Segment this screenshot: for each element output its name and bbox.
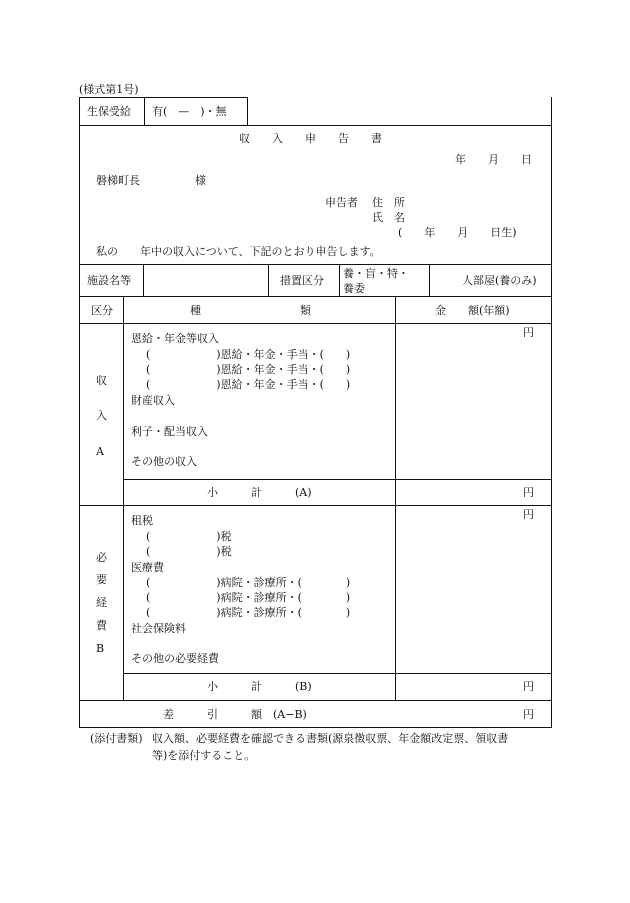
header-category: 区分 <box>91 304 113 317</box>
income-line: ( )恩給・年金・手当・( ) <box>146 363 351 376</box>
col-divider-category <box>123 296 124 700</box>
col-divider-amount <box>395 296 396 700</box>
expense-category-char: 必 <box>96 551 107 564</box>
facility-row-bottom <box>79 296 552 297</box>
income-line: 利子・配当収入 <box>131 425 208 438</box>
expenses-yen: 円 <box>523 508 534 521</box>
note-label: (添付書類) <box>90 732 143 745</box>
form-number: (様式第1号) <box>79 83 139 96</box>
form-title: 収 入 申 告 書 <box>239 132 382 145</box>
expense-category-char: 費 <box>96 619 107 632</box>
income-line: ( )恩給・年金・手当・( ) <box>146 378 351 391</box>
expenses-section-bottom <box>79 700 552 701</box>
frame-right <box>551 97 552 728</box>
welfare-box-top <box>79 97 247 98</box>
income-category-char: A <box>96 445 104 458</box>
difference-label: 差 引 額 (A−B) <box>163 708 307 721</box>
income-line: その他の収入 <box>131 455 197 468</box>
header-row-bottom <box>79 323 552 324</box>
facility-div-1 <box>143 264 144 296</box>
income-yen: 円 <box>523 326 534 339</box>
birth-line: ( 年 月 日生) <box>398 226 517 239</box>
header-divider <box>79 125 552 126</box>
expense-line: 租税 <box>131 514 153 527</box>
expense-line: 医療費 <box>131 561 164 574</box>
measure-value-line2: 養委 <box>343 282 365 295</box>
expenses-subtotal-yen: 円 <box>523 680 534 693</box>
declaration: 私の 年中の収入について、下記のとおり申告します。 <box>96 245 381 258</box>
income-line: 恩給・年金等収入 <box>131 332 219 345</box>
date-line: 年 月 日 <box>455 153 532 166</box>
facility-div-3 <box>339 264 340 296</box>
income-category-char: 収 <box>96 374 107 387</box>
expense-line: ( )税 <box>146 545 232 558</box>
facility-div-4 <box>429 264 430 296</box>
welfare-value: 有( — )・無 <box>152 105 227 118</box>
expense-line: その他の必要経費 <box>131 652 219 665</box>
expense-line: ( )病院・診療所・( ) <box>146 576 351 589</box>
room-label: 人部屋(養のみ) <box>462 274 537 287</box>
expense-line: 社会保険料 <box>131 622 186 635</box>
facility-div-2 <box>268 264 269 296</box>
header-amount: 金 額(年額) <box>435 304 510 317</box>
address-label: 住 所 <box>372 196 405 209</box>
expense-category-char: 経 <box>96 596 107 609</box>
frame-bottom <box>79 727 552 728</box>
frame-left <box>79 97 80 728</box>
income-subtotal-yen: 円 <box>523 486 534 499</box>
name-label: 氏 名 <box>372 211 405 224</box>
income-category-char: 入 <box>96 409 107 422</box>
measure-value-line1: 養・盲・特・ <box>343 267 409 280</box>
income-line: ( )恩給・年金・手当・( ) <box>146 348 351 361</box>
note-line1: 収入額、必要経費を確認できる書類(源泉徴収票、年金額改定票、領収書 <box>152 732 509 745</box>
income-section-bottom <box>79 505 552 506</box>
income-line: 財産収入 <box>131 394 175 407</box>
expense-line: ( )病院・診療所・( ) <box>146 606 351 619</box>
expense-category-char: B <box>96 642 105 655</box>
facility-label: 施設名等 <box>87 274 131 287</box>
applicant-label: 申告者 <box>325 196 358 209</box>
difference-yen: 円 <box>523 708 534 721</box>
income-subtotal-label: 小 計 (A) <box>207 486 312 499</box>
welfare-box-right <box>247 97 248 125</box>
expense-category-char: 要 <box>96 573 107 586</box>
header-kind: 種 類 <box>190 304 311 317</box>
welfare-box-divider <box>144 97 145 125</box>
expenses-subtotal-top <box>123 673 552 674</box>
facility-row-top <box>79 264 552 265</box>
welfare-label: 生保受給 <box>87 105 131 118</box>
expenses-subtotal-label: 小 計 (B) <box>207 680 312 693</box>
measure-label: 措置区分 <box>280 274 324 287</box>
expense-line: ( )病院・診療所・( ) <box>146 591 351 604</box>
note-line2: 等)を添付すること。 <box>152 749 256 762</box>
addressee: 磐梯町長 様 <box>96 174 206 187</box>
expense-line: ( )税 <box>146 530 232 543</box>
income-subtotal-top <box>123 479 552 480</box>
